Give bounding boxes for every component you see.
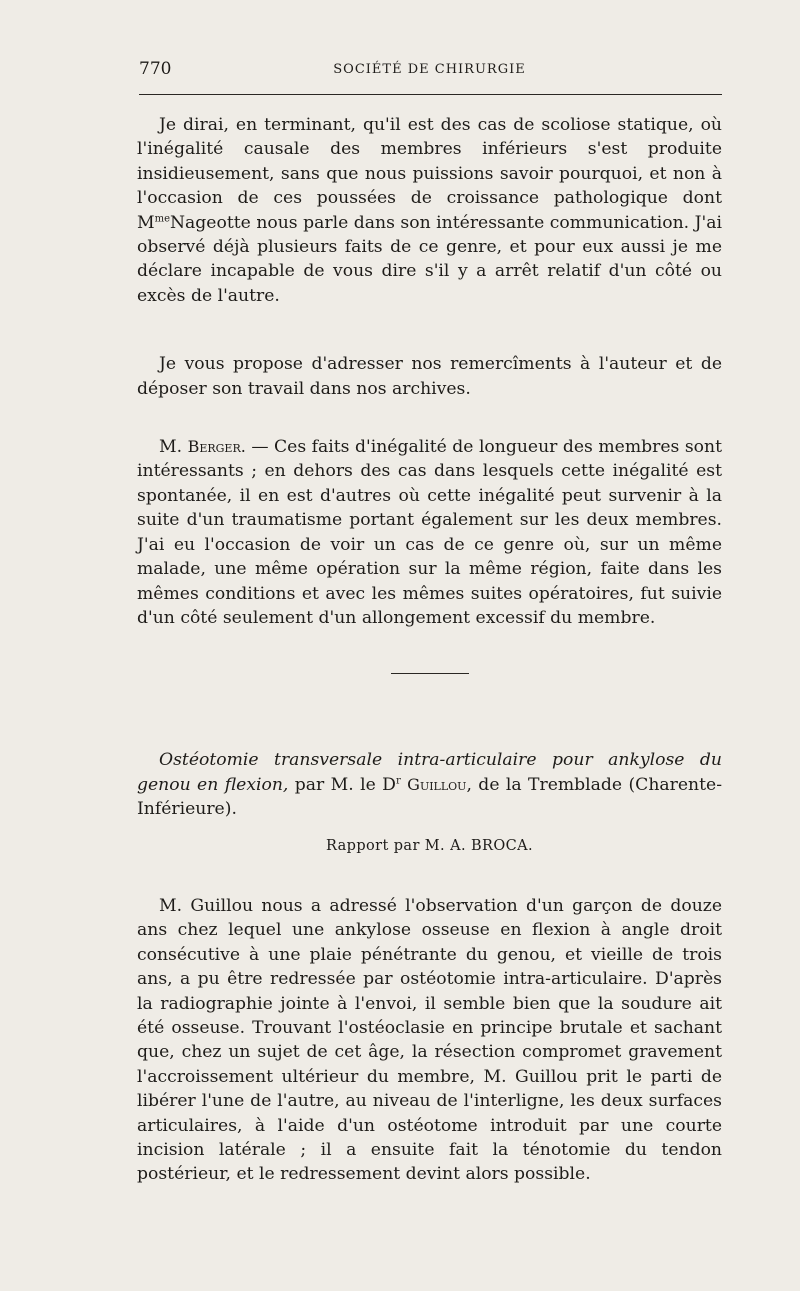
- report-line: Rapport par M. A. BROCA.: [325, 837, 533, 854]
- paragraph-1-text-end: Nageotte nous parle dans son intéressante communication. J'ai observé déjà plusieurs faits de ce genre, et pour eux aussi je me déclare incapable de vous dire s'il y a arrêt relatif d'un côté ou excès de l'autre.: [137, 212, 722, 306]
- article-title-text: Ostéotomie transversale intra-articulaire pour ankylose du genou en flexion,: [137, 750, 722, 795]
- running-title: SOCIÉTÉ DE CHIRURGIE: [333, 62, 526, 77]
- article-place: , de la Tremblade (Charente-Inférieure).: [137, 774, 722, 820]
- paragraph-2: Je vous propose d'adresser nos remercîments à l'auteur et de déposer son travail dans nos archives.: [137, 354, 722, 399]
- text-body: [137, 113, 722, 1187]
- page-header: [137, 55, 722, 85]
- paragraph-1-text: Je dirai, en terminant, qu'il est des cas de scoliose statique, où l'inégalité causale des membres inférieurs s'est produite insidieusement, sans que nous puissions savoir pourquoi, et non à l'occasion de ces poussées de croissance pathologique dont M: [137, 115, 722, 233]
- page-number: 770: [139, 59, 172, 79]
- paragraph-3-text: — Ces faits d'inégalité de longueur des membres sont intéressants ; en dehors des cas dans lesquels cette inégalité est spontanée, il en est d'autres où cette inégalité peut survenir à la suite d'un traumatisme portant également sur les deux membres. J'ai eu l'occasion de voir un cas de ce genre où, sur un même malade, une même opération sur la même région, faite dans les mêmes conditions et avec les mêmes suites opératoires, fut suivie d'un côté seulement d'un allongement excessif du membre.: [137, 437, 722, 628]
- speaker-name: Berger.: [187, 437, 246, 457]
- speaker-prefix: M.: [159, 437, 188, 458]
- superscript: r: [395, 774, 401, 786]
- article-author: Guillou: [407, 774, 467, 794]
- superscript: me: [154, 212, 171, 224]
- article-byline: par M. le D: [288, 774, 396, 795]
- paragraph-1: [137, 113, 722, 308]
- header-rule: [139, 94, 722, 95]
- paragraph-4: M. Guillou nous a adressé l'observation d'un garçon de douze ans chez lequel une ankylose osseuse en flexion à angle droit consécutive à une plaie pénétrante du genou, et vieille de trois ans, a pu être redressée par ostéotomie intra-articulaire. D'après la radiographie jointe à l'envoi, il semble bien que la soudure ait été osseuse. Trouvant l'ostéoclasie en principe brutale et sachant que, chez un sujet de cet âge, la résection compromet gravement l'accroissement ultérieur du membre, M. Guillou prit le parti de libérer l'une de l'autre, au niveau de l'interligne, les deux surfaces articulaires, à l'aide d'un ostéotome introduit par une courte incision latérale ; il a ensuite fait la ténotomie du tendon postérieur, et le redressement devint alors possible.: [137, 895, 722, 1185]
- section-separator: [391, 673, 469, 674]
- article-title: [137, 748, 722, 821]
- paragraph-3: [137, 435, 722, 630]
